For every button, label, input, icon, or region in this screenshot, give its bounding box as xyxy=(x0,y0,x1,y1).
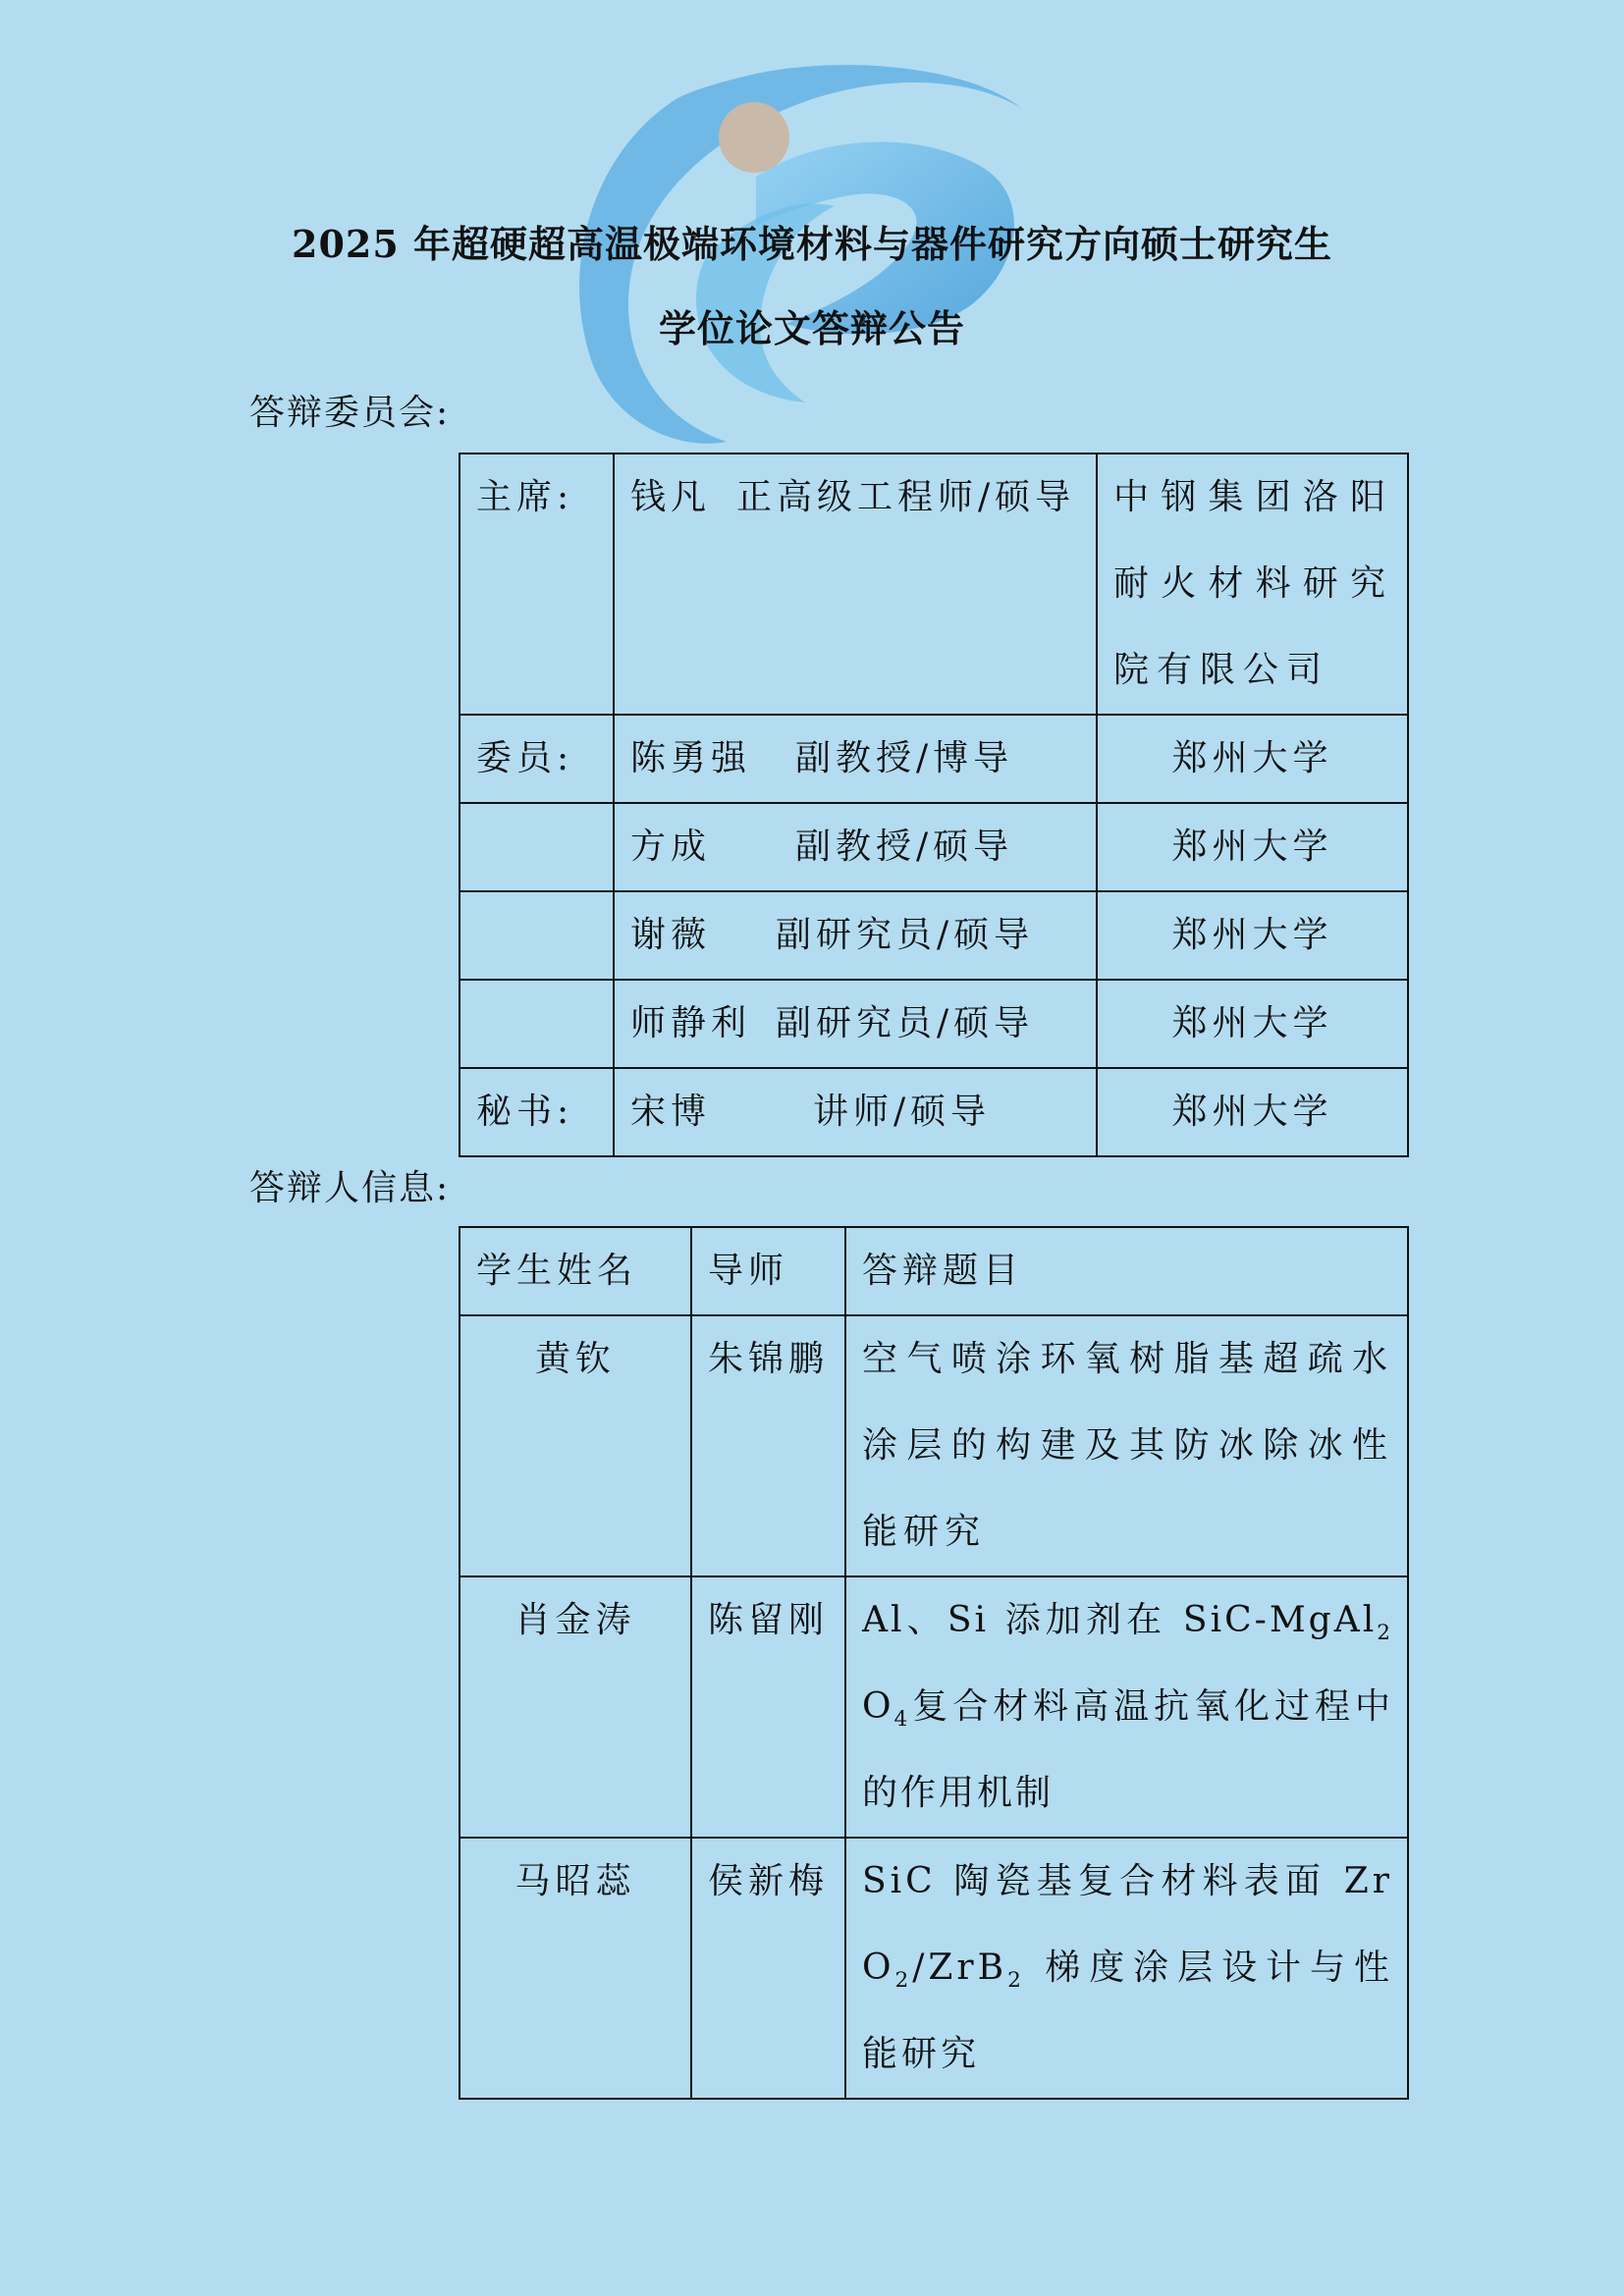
member-affiliation: 郑州大学 xyxy=(1097,803,1408,891)
defender-section-label: 答辩人信息: xyxy=(249,1168,451,1208)
committee-member xyxy=(614,980,1097,1068)
committee-role: 委员: xyxy=(460,715,614,803)
committee-row xyxy=(460,803,1408,891)
member-title: 副研究员/硕导 xyxy=(776,915,1035,955)
advisor-name: 侯新梅 xyxy=(691,1838,845,2099)
member-name: 谢薇 xyxy=(630,915,712,955)
committee-role: 主席: xyxy=(460,454,614,715)
member-affiliation: 中钢集团洛阳耐火材料研究院有限公司 xyxy=(1097,454,1408,715)
defender-table xyxy=(459,1226,1409,2100)
topic-text: /ZrB xyxy=(912,1948,1008,1988)
member-name: 宋博 xyxy=(630,1092,712,1132)
committee-row xyxy=(460,980,1408,1068)
member-name: 陈勇强 xyxy=(630,738,752,778)
table-row xyxy=(460,1315,1408,1576)
member-title: 副研究员/硕导 xyxy=(776,1003,1035,1043)
student-name: 黄钦 xyxy=(460,1315,691,1576)
topic-text: SiC 陶瓷基复合材料表面 ZrO xyxy=(862,1861,1393,1988)
topic-subscript: 4 xyxy=(893,1707,911,1733)
member-title: 讲师/硕导 xyxy=(813,1092,992,1132)
committee-section-label: 答辩委员会: xyxy=(249,393,451,433)
committee-role xyxy=(460,891,614,980)
table-row xyxy=(460,1576,1408,1838)
committee-member xyxy=(614,1068,1097,1156)
topic-subscript: 2 xyxy=(1377,1621,1393,1646)
topic-text: 复合材料高温抗氧化过程中的作用机制 xyxy=(862,1686,1393,1813)
member-name: 师静利 xyxy=(630,1003,752,1043)
advisor-name: 陈留刚 xyxy=(691,1576,845,1838)
member-affiliation: 郑州大学 xyxy=(1097,891,1408,980)
topic-text: 梯度涂层设计与性能研究 xyxy=(862,1948,1393,2074)
committee-role xyxy=(460,980,614,1068)
committee-row xyxy=(460,891,1408,980)
table-header-row xyxy=(460,1227,1408,1315)
page-title: 2025 年超硬超高温极端环境材料与器件研究方向硕士研究生 xyxy=(292,222,1332,266)
topic-text: Al、Si 添加剂在 SiC-MgAl xyxy=(862,1600,1378,1640)
member-name: 钱凡 xyxy=(630,477,712,517)
committee-member xyxy=(614,891,1097,980)
committee-row xyxy=(460,1068,1408,1156)
member-affiliation: 郑州大学 xyxy=(1097,715,1408,803)
committee-row xyxy=(460,454,1408,715)
committee-row xyxy=(460,715,1408,803)
member-affiliation: 郑州大学 xyxy=(1097,1068,1408,1156)
member-title: 副教授/硕导 xyxy=(795,827,1014,867)
table-row xyxy=(460,1838,1408,2099)
thesis-topic xyxy=(845,1838,1408,2099)
advisor-name: 朱锦鹏 xyxy=(691,1315,845,1576)
header-topic: 答辩题目 xyxy=(845,1227,1408,1315)
topic-subscript: 2 xyxy=(1007,1968,1025,1994)
student-name: 马昭蕊 xyxy=(460,1838,691,2099)
committee-member xyxy=(614,454,1097,715)
member-title: 副教授/博导 xyxy=(795,738,1014,778)
committee-role: 秘书: xyxy=(460,1068,614,1156)
page-subtitle: 学位论文答辩公告 xyxy=(658,306,965,350)
header-advisor: 导师 xyxy=(691,1227,845,1315)
committee-member xyxy=(614,715,1097,803)
thesis-topic xyxy=(845,1576,1408,1838)
header-student: 学生姓名 xyxy=(460,1227,691,1315)
committee-member xyxy=(614,803,1097,891)
student-name: 肖金涛 xyxy=(460,1576,691,1838)
member-affiliation: 郑州大学 xyxy=(1097,980,1408,1068)
topic-text: O xyxy=(862,1686,894,1727)
topic-subscript: 2 xyxy=(894,1968,913,1994)
committee-role xyxy=(460,803,614,891)
member-name: 方成 xyxy=(630,827,712,867)
committee-table xyxy=(459,453,1409,1157)
thesis-topic: 空气喷涂环氧树脂基超疏水涂层的构建及其防冰除冰性能研究 xyxy=(845,1315,1408,1576)
member-title: 正高级工程师/硕导 xyxy=(736,477,1076,517)
